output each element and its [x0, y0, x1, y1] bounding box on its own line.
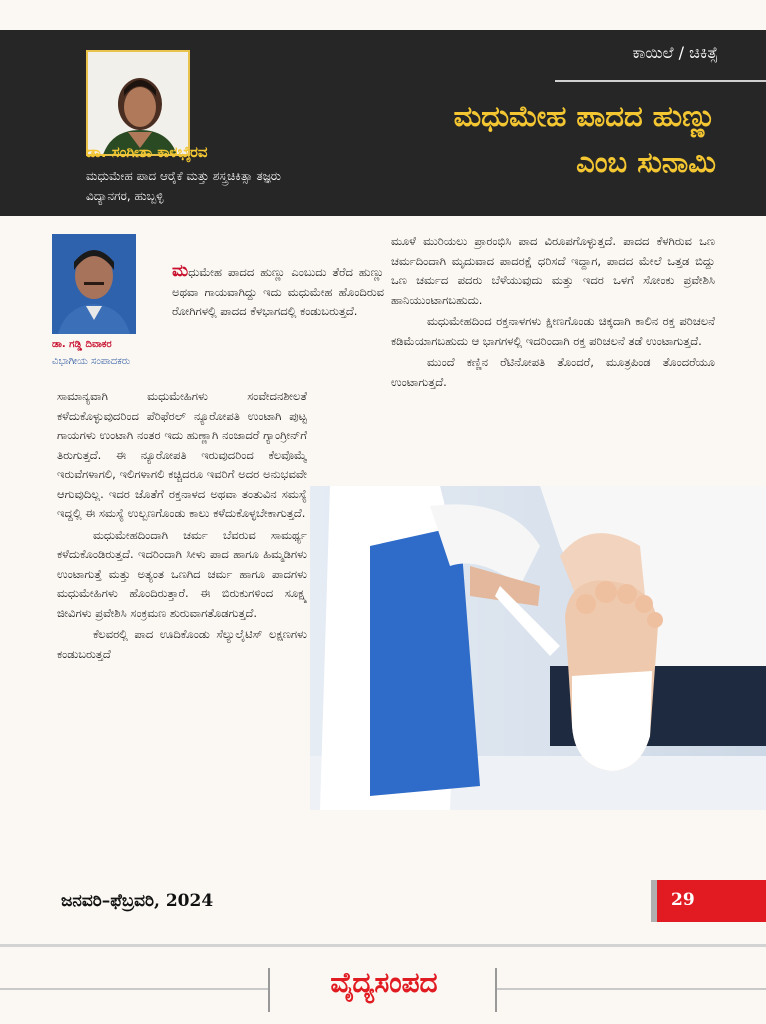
author-location: ವಿದ್ಯಾನಗರ, ಹುಬ್ಬಳ್ಳಿ — [86, 189, 164, 203]
editor-name: ಡಾ. ಗಡ್ಡಿ ದಿವಾಕರ — [52, 339, 112, 350]
article-header — [0, 30, 766, 216]
article-photo — [310, 486, 766, 810]
issue-date: ಜನವರಿ–ಫೆಬ್ರವರಿ, 2024 — [61, 891, 214, 911]
category-divider — [555, 80, 766, 82]
author-role-line: ಮಧುಮೇಹ ಪಾದ ಆರೈಕೆ ಮತ್ತು ಶಸ್ತ್ರಚಿಕಿತ್ಸಾ ತಜ್ಞರು — [86, 169, 281, 183]
author-photo — [86, 50, 190, 156]
top-margin — [0, 0, 766, 30]
masthead-bar-right — [495, 968, 497, 1012]
magazine-logo: ವೈದ್ಯಸಂಪದ — [330, 966, 438, 999]
paragraph: ಕೆಲವರಲ್ಲಿ ಪಾದ ಊದಿಕೊಂಡು ಸೆಲ್ಯುಲೈಟಿಸ್ ಲಕ್ಷಣಗಳು ಕಂಡುಬರುತ್ತದೆ — [57, 627, 307, 661]
article-column-left — [57, 387, 307, 666]
editor-role: ವಿಭಾಗೀಯ ಸಂಪಾದಕರು — [52, 356, 131, 367]
editor-photo — [52, 234, 136, 334]
drop-cap: ಮ — [172, 262, 189, 281]
page-number-badge — [651, 880, 766, 922]
section-category: ಕಾಯಿಲೆ / ಚಿಕಿತ್ಸೆ — [632, 43, 718, 62]
article-intro — [172, 262, 384, 324]
footer-divider — [0, 944, 766, 947]
page-number: 29 — [671, 890, 695, 910]
masthead-bar-left — [268, 968, 270, 1012]
paragraph: ಮಧುಮೇಹದಿಂದ ರಕ್ತನಾಳಗಳು ಕ್ಷೀಣಗೊಂಡು ಚಿಕ್ಕದಾಗಿ ಕಾಲಿನ ರಕ್ತ ಪರಿಚಲನೆ ಕಡಿಮೆಯಾಗಬಹುದು ಆ ಭಾಗಗಳಲ್ಲಿ ಇದರಿಂದಾಗಿ ರಕ್ತ ಪರಿಚಲನೆ ತಡೆ ಉಂಟಾಗುತ್ತದೆ. — [391, 314, 715, 348]
paragraph: ಮುಂದೆ ಕಣ್ಣಿನ ರೆಟಿನೋಪತಿ ತೊಂದರೆ, ಮೂತ್ರಪಿಂಡ ತೊಂದರೆಯೂ ಉಂಟಾಗುತ್ತದೆ. — [391, 355, 715, 389]
paragraph: ಸಾಮಾನ್ಯವಾಗಿ ಮಧುಮೇಹಿಗಳು ಸಂವೇದನಶೀಲತೆ ಕಳೆದುಕೊಳ್ಳುವುದರಿಂದ ಪೆರಿಫೆರಲ್ ನ್ಯೂರೋಪತಿ ಉಂಟಾಗಿ ಪುಟ್ಟ ಗಾಯಗಳು ಉಂಟಾಗಿ ನಂತರ ಇದು ಹುಣ್ಣಾಗಿ ನಂಜಾದರೆ ಗ್ಯಾಂಗ್ರೀನ್‌ಗೆ ತಿರುಗುತ್ತದೆ. ಈ ನ್ಯೂರೋಪತಿ ಇರುವುದರಿಂದ ಕೆಲವೊಮ್ಮೆ ಇರುವೆಗಳಾಗಲಿ, ಇಲಿಗಳಾಗಲಿ ಕಚ್ಚಿದರೂ ಇವರಿಗೆ ಅದರ ಅನುಭವವೇ ಆಗುವುದಿಲ್ಲ. ಇದರ ಜೊತೆಗೆ ರಕ್ತನಾಳದ ಅಥವಾ ತಂತುವಿನ ಸಮಸ್ಯೆ ಇದ್ದಲ್ಲಿ ಈ ಸಮಸ್ಯೆ ಉಲ್ಬಣಗೊಂಡು ಕಾಲು ಕಳೆದುಕೊಳ್ಳಬೇಕಾಗುತ್ತದೆ. — [57, 389, 307, 520]
article-column-right — [391, 232, 715, 394]
paragraph: ಮಧುಮೇಹದಿಂದಾಗಿ ಚರ್ಮ ಬೆವರುವ ಸಾಮರ್ಥ್ಯ ಕಳೆದುಕೊಂಡಿರುತ್ತದೆ. ಇದರಿಂದಾಗಿ ಸೀಳು ಪಾದ ಹಾಗೂ ಹಿಮ್ಮಡಿಗಳು ಉಂಟಾಗುತ್ತೆ ಮತ್ತು ಅತ್ಯಂತ ಒಣಗಿದ ಚರ್ಮ ಹಾಗೂ ಪಾದಗಳು ಮಧುಮೇಹಿಗಳು ಹೊಂದಿರುತ್ತಾರೆ. ಈ ಬಿರುಕುಗಳಿಂದ ಸೂಕ್ಷ್ಮ ಜೀವಿಗಳು ಪ್ರವೇಶಿಸಿ ಸಂಕ್ರಮಣ ಶುರುವಾಗತೊಡಗುತ್ತದೆ. — [57, 527, 307, 620]
author-name: ಡಾ. ಸಂಗೀತಾ ಕಾಳಭೈರವ — [86, 143, 208, 161]
title-line-1: ಮಧುಮೇಹ ಪಾದದ ಹುಣ್ಣು — [453, 99, 716, 133]
article-title — [316, 93, 716, 185]
intro-text: ಧುಮೇಹ ಪಾದದ ಹುಣ್ಣು ಎಂಬುದು ತೆರೆದ ಹುಣ್ಣು ಅಥವಾ ಗಾಯವಾಗಿದ್ದು ಇದು ಮಧುಮೇಹ ಹೊಂದಿರುವ ರೋಗಿಗಳಲ್ಲಿ ಪಾದದ ಕೆಳಭಾಗದಲ್ಲಿ ಕಂಡುಬರುತ್ತದೆ. — [172, 265, 384, 318]
title-line-2: ಎಂಬ ಸುನಾಮಿ — [576, 145, 716, 179]
masthead-rule-left — [0, 988, 268, 990]
paragraph: ಮೂಳೆ ಮುರಿಯಲು ಪ್ರಾರಂಭಿಸಿ ಪಾದ ವಿರೂಪಗೊಳ್ಳುತ್ತದೆ. ಪಾದದ ಕೆಳಗಿರುವ ಒಣ ಚರ್ಮದಿಂದಾಗಿ ಮೃದುವಾದ ಪಾದರಕ್ಷೆ ಧರಿಸದೆ ಇದ್ದಾಗ, ಪಾದದ ಮೇಲೆ ಒತ್ತಡ ಬಿದ್ದು ಒಣ ಚರ್ಮದ ಪದರು ಬೆಳೆಯುವುದು ಮತ್ತು ಇದರ ಒಳಗೆ ಸೋಂಕು ಪ್ರವೇಶಿಸಿ ಹಾನಿಯುಂಟಾಗಬಹುದು. — [391, 234, 715, 307]
masthead-rule-right — [497, 988, 766, 990]
